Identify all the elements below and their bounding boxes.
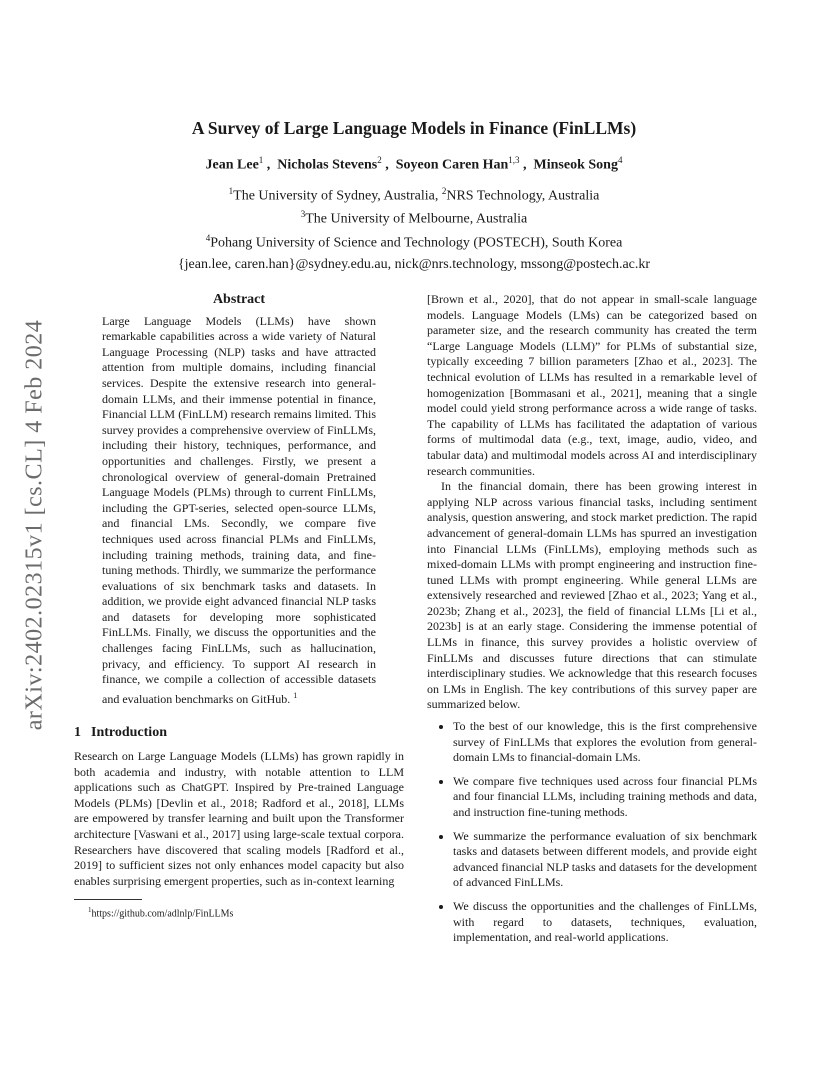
affiliation-text: Pohang University of Science and Technology (POSTECH), South Korea: [210, 235, 623, 251]
footnote-divider: [74, 899, 142, 900]
intro-paragraph-2: In the financial domain, there has been growing interest in applying NLP across various financial tasks, including sentiment analysis, question answering, and stock market prediction. The rapid advancement of general-domain LLMs has spurred an investigation into Financial LLMs (FinLLMs), employing methods such as mixed-domain LLMs with prompt engineering and instruction fine-tuned LLMs with prompt engineering. While general LLMs are extensively researched and reviewed [Zhao et al., 2023; Yang et al., 2023b; Zhang et al., 2023], the field of financial LLMs [Li et al., 2023b] is at an early stage. Considering the immense potential of LLMs in finance, this survey provides a holistic overview of FinLLMs and discusses future directions that can stimulate interdisciplinary studies. We acknowledge that this research focuses on LMs in English. The key contributions of this survey paper are summarized below.: [427, 479, 757, 712]
list-item: • To the best of our knowledge, this is the first comprehensive survey of FinLLMs that explores the evolution from general-domain LMs to financial-domain LMs.: [453, 719, 757, 766]
affiliation-text: The University of Sydney, Australia,: [233, 188, 442, 204]
section-title: Introduction: [91, 725, 167, 741]
author-emails: {jean.lee, caren.han}@sydney.edu.au, nick@nrs.technology, mssong@postech.ac.kr: [177, 256, 651, 272]
affiliation-mark: 3: [300, 209, 306, 220]
arxiv-identifier-text: arXiv:2402.02315v1 [cs.CL] 4 Feb 2024: [21, 319, 48, 731]
affiliation-text: NRS Technology, Australia: [446, 188, 600, 204]
footnote-reference[interactable]: 1: [293, 690, 298, 700]
list-item: • We summarize the performance evaluation of six benchmark tasks and datasets between different models, and provide eight advanced financial NLP tasks and datasets for the development of advanced FinLLMs.: [453, 829, 757, 891]
affiliation-mark: 2: [441, 185, 447, 196]
affiliation-line: [72, 182, 756, 206]
author-affiliation-mark: 4: [617, 155, 623, 165]
author-name: Minseok Song: [533, 157, 618, 173]
abstract-text: Large Language Models (LLMs) have shown remarkable capabilities across a wide variety of Natural Language Processing (NLP) tasks and have attracted attention from multiple domains, including financial services. Despite the extensive research into general-domain LLMs, and their immense potential in finance, Financial LLM (FinLLM) research remains limited. This survey provides a comprehensive overview of FinLLMs, including their history, techniques, performance, and opportunities and challenges. Firstly, we present a chronological overview of general-domain Pretrained Language Models (PLMs) through to current FinLLMs, including the GPT-series, selected open-source LLMs, and financial LMs. Secondly, we compare five techniques used across financial PLMs and FinLLMs, including training methods, training data, and fine-tuning methods. Thirdly, we summarize the performance evaluations of six benchmark tasks and datasets. In addition, we provide eight advanced financial NLP tasks and datasets for developing more sophisticated FinLLMs. Finally, we discuss the opportunities and the challenges facing FinLLMs, such as hallucination, privacy, and efficiency. To support AI research in finance, we compile a collection of accessible datasets and evaluation benchmarks on GitHub.: [102, 313, 376, 706]
abstract-heading: Abstract: [212, 292, 266, 307]
abstract-body: [102, 314, 376, 708]
footnote-link[interactable]: https://github.com/adlnlp/FinLLMs: [91, 908, 234, 920]
author-name: Nicholas Stevens: [277, 157, 378, 173]
section-heading-introduction: [74, 725, 404, 741]
author-name: Soyeon Caren Han: [395, 157, 509, 173]
footnote-mark: 1: [88, 906, 92, 915]
affiliation-line: [72, 229, 756, 253]
affiliation-text: The University of Melbourne, Australia: [305, 211, 528, 227]
list-item: • We discuss the opportunities and the challenges of FinLLMs, with regard to datasets, techniques, evaluation, implementation, and real-world applications.: [453, 899, 757, 946]
author-list: Jean Lee$^1$ , Nicholas Stevens$^2$ , Soyeon Caren Han$^{1,3}$ , Minseok Song$^4$: [205, 155, 623, 173]
list-item: • We compare five techniques used across four financial PLMs and four financial LLMs, including training methods and data, and instruction fine-tuning methods.: [453, 774, 757, 821]
intro-paragraph-1: Research on Large Language Models (LLMs) has grown rapidly in both academia and industry, with notable attention to LLM applications such as ChatGPT. Inspired by Pre-trained Language Models (PLMs) [Devlin et al., 2018; Radford et al., 2018], LLMs are empowered by transfer learning and built upon the Transformer architecture [Vaswani et al., 2017] using large-scale textual corpora. Researchers have discovered that scaling models [Radford et al., 2019] to sufficient sizes not only enhances model capacity but also enables surprising emergent properties, such as in-context learning: [74, 749, 404, 888]
paper-header: [72, 118, 756, 274]
affiliation-mark: 4: [205, 232, 211, 243]
section-number: 1: [74, 725, 81, 741]
affiliation-mark: 1: [228, 185, 234, 196]
left-column: [74, 292, 404, 921]
intro-paragraph-1-continued: [Brown et al., 2020], that do not appear in small-scale language models. Language Models (LMs) can be categorized based on parameter size, and the research community has created the term “Large Language Models (LLM)” for PLMs of substantial size, typically exceeding 7 billion parameters [Zhao et al., 2023]. The technical evolution of LLMs has resulted in a remarkable level of homogenization [Bommasani et al., 2021], meaning that a single model could yield strong performance across a wide range of tasks. The capability of LLMs has facilitated the adaptation of various forms of multimodal data (e.g., text, image, audio, video, and tabular data) and multimodal models across AI and interdisciplinary research communities.: [427, 292, 757, 478]
author-affiliation-mark: 2: [377, 155, 382, 165]
author-name: Jean Lee: [205, 157, 259, 173]
arxiv-identifier: [20, 295, 50, 755]
footnote: [74, 904, 404, 920]
author-affiliation-mark: 1: [258, 155, 264, 165]
right-column: [427, 292, 757, 954]
affiliation-line: [72, 205, 756, 229]
contributions-list: [427, 719, 757, 946]
paper-title: A Survey of Large Language Models in Finance (FinLLMs): [191, 118, 637, 138]
author-affiliation-mark: 1,3: [508, 155, 520, 165]
